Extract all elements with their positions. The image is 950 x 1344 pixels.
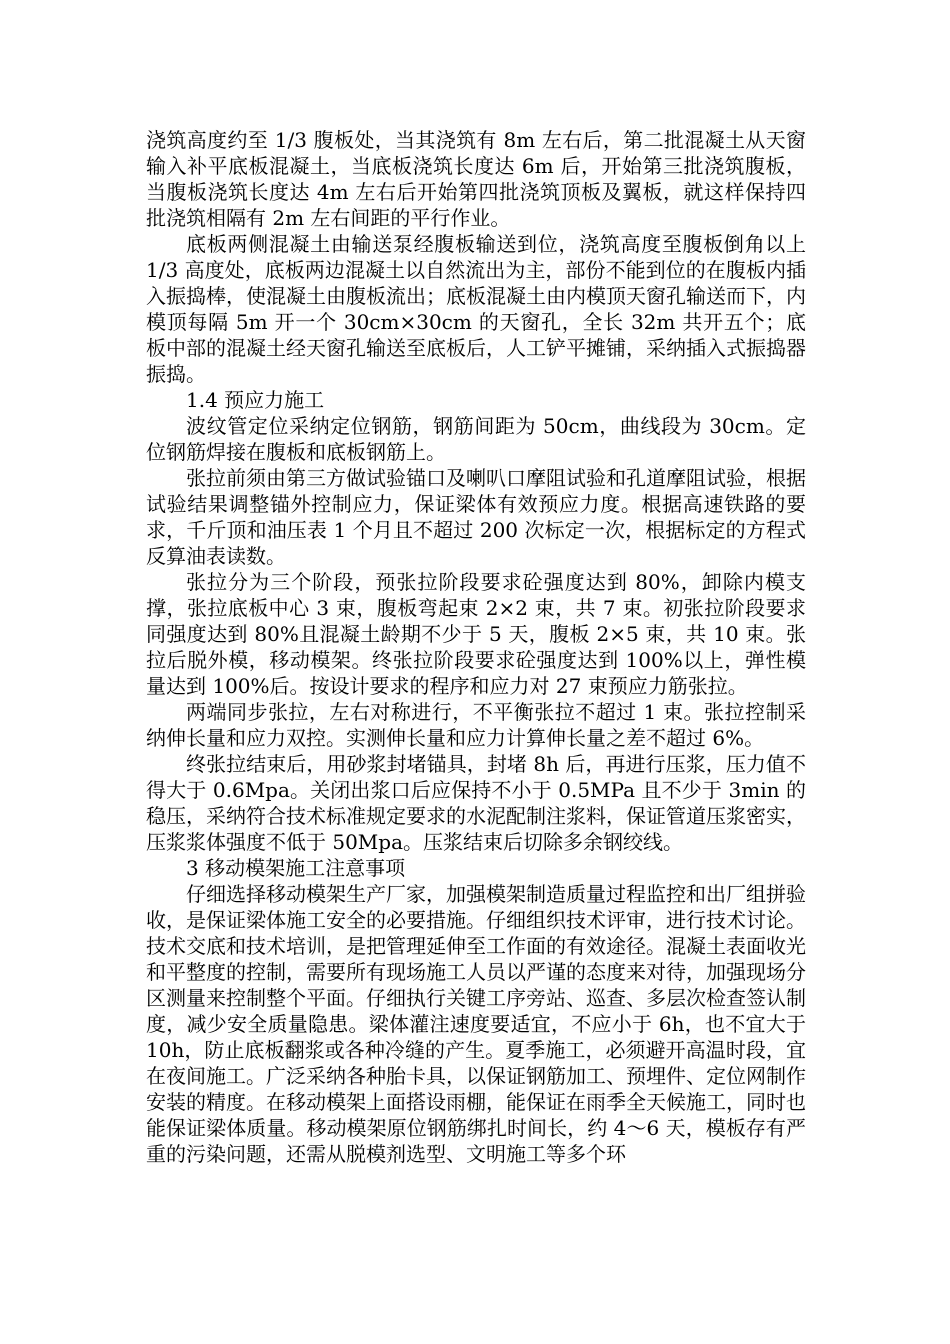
- paragraph-tension-stages: 张拉分为三个阶段，预张拉阶段要求砼强度达到 80%，卸除内模支撑，张拉底板中心 3 束，腹板弯起束 2×2 束，共 7 束。初张拉阶段要求同强度达到 80%且混凝土龄期不少于 5 天，腹板 2×5 束，共 10 束。张拉后脱外模，移动模架。终张拉阶段要求砼强度达到 100%以上，弹性模量达到 100%后。按设计要求的程序和应力对 27 束预应力筋张拉。: [146, 570, 806, 698]
- paragraph-continued: 浇筑高度约至 1/3 腹板处，当其浇筑有 8m 左右后，第二批混凝土从天窗输入补平底板混凝土，当底板浇筑长度达 6m 后，开始第三批浇筑腹板，当腹板浇筑长度达 4m 左右后开始第四批浇筑顶板及翼板，就这样保持四批浇筑相隔有 2m 左右间距的平行作业。: [146, 128, 806, 230]
- paragraph-bottom-slab-concrete: 底板两侧混凝土由输送泵经腹板输送到位，浇筑高度至腹板倒角以上 1/3 高度处，底板两边混凝土以自然流出为主，部份不能到位的在腹板内插入振捣棒，使混凝土由腹板流出；底板混凝土由内模顶天窗孔输送而下，内模顶每隔 5m 开一个 30cm×30cm 的天窗孔，全长 32m 共开五个；底板中部的混凝土经天窗孔输送至底板后，人工铲平摊铺，采纳插入式振捣器振捣。: [146, 232, 806, 386]
- paragraph-precautions: 仔细选择移动模架生产厂家，加强模架制造质量过程监控和出厂组拼验收，是保证梁体施工安全的必要措施。仔细组织技术评审，进行技术讨论。技术交底和技术培训，是把管理延伸至工作面的有效途径。混凝土表面收光和平整度的控制，需要所有现场施工人员以严谨的态度来对待，加强现场分区测量来控制整个平面。仔细执行关键工序旁站、巡查、多层次检查签认制度，减少安全质量隐患。梁体灌注速度要适宜，不应小于 6h，也不宜大于 10h，防止底板翻浆或各种冷缝的产生。夏季施工，必须避开高温时段，宜在夜间施工。广泛采纳各种胎卡具，以保证钢筋加工、预埋件、定位网制作安装的精度。在移动模架上面搭设雨棚，能保证在雨季全天候施工，同时也能保证梁体质量。移动模架原位钢筋绑扎时间长，约 4～6 天，模板存有严重的污染问题，还需从脱模剂选型、文明施工等多个环: [146, 882, 806, 1166]
- document-page: [146, 127, 806, 1167]
- paragraph-tension-testing: 张拉前须由第三方做试验锚口及喇叭口摩阻试验和孔道摩阻试验，根据试验结果调整锚外控制应力，保证梁体有效预应力度。根据高速铁路的要求，千斤顶和油压表 1 个月且不超过 200 次标定一次，根据标定的方程式反算油表读数。: [146, 466, 806, 568]
- paragraph-duct-positioning: 波纹管定位采纳定位钢筋，钢筋间距为 50cm，曲线段为 30cm。定位钢筋焊接在腹板和底板钢筋上。: [146, 414, 806, 464]
- section-heading-precautions: 3 移动模架施工注意事项: [186, 856, 406, 880]
- section-heading-prestress: 1.4 预应力施工: [186, 388, 325, 412]
- paragraph-symmetric-tension: 两端同步张拉，左右对称进行，不平衡张拉不超过 1 束。张拉控制采纳伸长量和应力双控。实测伸长量和应力计算伸长量之差不超过 6%。: [146, 700, 806, 750]
- paragraph-grouting: 终张拉结束后，用砂浆封堵锚具，封堵 8h 后，再进行压浆，压力值不得大于 0.6Mpa。关闭出浆口后应保持不小于 0.5MPa 且不少于 3min 的稳压，采纳符合技术标准规定要求的水泥配制注浆料，保证管道压浆密实，压浆浆体强度不低于 50Mpa。压浆结束后切除多余钢绞线。: [146, 752, 806, 854]
